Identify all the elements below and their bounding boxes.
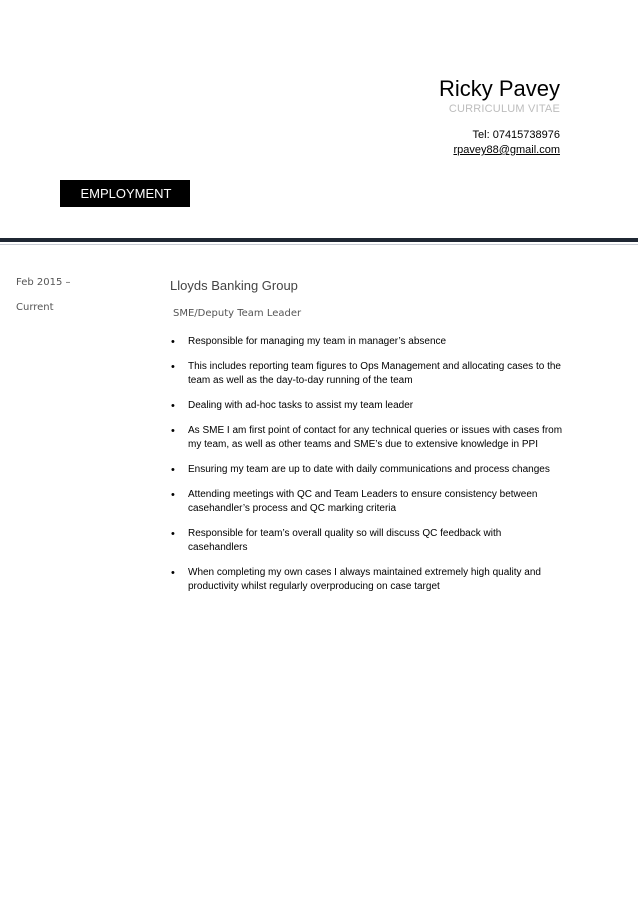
responsibilities-list: [170, 335, 570, 594]
date-end: Current: [16, 302, 54, 313]
section-divider: [0, 238, 638, 242]
candidate-name: Ricky Pavey: [438, 76, 560, 101]
list-item: • Responsible for team’s overall quality so will discuss QC feedback with casehandlers: [170, 527, 563, 555]
job-entry: [170, 278, 570, 605]
phone-number: Tel: 07415738976: [472, 129, 560, 141]
list-item: • Responsible for managing my team in manager’s absence: [170, 335, 563, 349]
job-role: SME/Deputy Team Leader: [173, 308, 302, 319]
section-heading-employment: EMPLOYMENT: [60, 180, 190, 207]
list-item: • Dealing with ad-hoc tasks to assist my team leader: [170, 399, 563, 413]
list-item: • This includes reporting team figures to Ops Management and allocating cases to the team as well as the day-to-day running of the team: [170, 360, 563, 388]
cv-header: [439, 76, 560, 156]
section-divider-thin: [0, 244, 638, 245]
list-item: • When completing my own cases I always maintained extremely high quality and productivity whilst regularly overproducing on case target: [170, 566, 563, 594]
employment-dates: [16, 277, 71, 327]
list-item: • As SME I am first point of contact for any technical queries or issues with cases from my team, as well as other teams and SME’s due to extensive knowledge in PPI: [170, 424, 563, 452]
company-name: Lloyds Banking Group: [170, 278, 298, 293]
date-start: Feb 2015 –: [16, 277, 71, 288]
email-link[interactable]: rpavey88@gmail.com: [453, 144, 560, 156]
document-subtitle: CURRICULUM VITAE: [448, 103, 560, 115]
list-item: • Ensuring my team are up to date with daily communications and process changes: [170, 463, 563, 477]
list-item: • Attending meetings with QC and Team Leaders to ensure consistency between casehandler’s process and QC marking criteria: [170, 488, 563, 516]
